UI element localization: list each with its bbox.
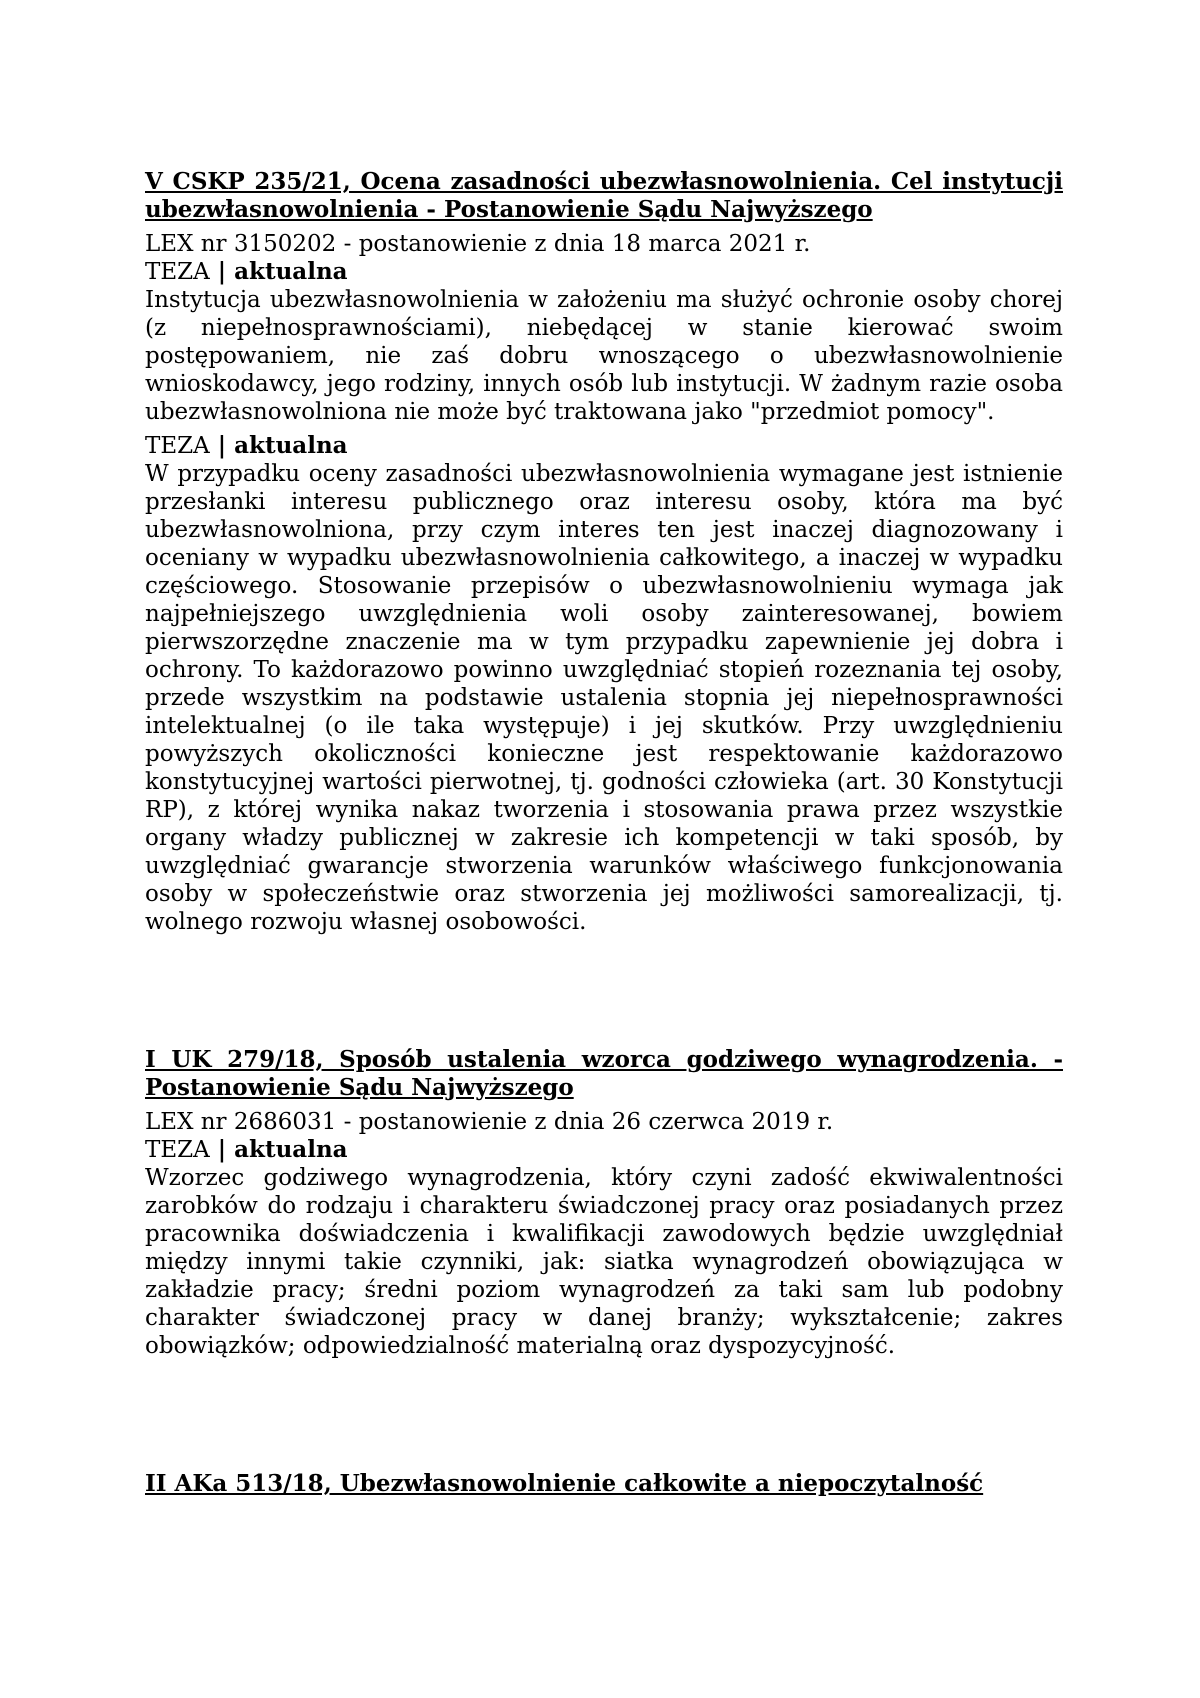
case-meta: LEX nr 3150202 - postanowienie z dnia 18 marca 2021 r.: [145, 231, 811, 257]
thesis-separator: |: [209, 1136, 235, 1163]
thesis-text: W przypadku oceny zasadności ubezwłasnowolnienia wymagane jest istnienie przesłanki interesu publicznego oraz interesu osoby, która ma być ubezwłasnowolniona, przy czym interes ten jest inaczej diagnozowany i oceniany w wypadku ubezwłasnowolnienia całkowitego, a inaczej w wypadku częściowego. Stosowanie przepisów o ubezwłasnowolnieniu wymaga jak najpełniejszego uwzględnienia woli osoby zainteresowanej, bowiem pierwszorzędne znaczenie ma w tym przypadku zapewnienie jej dobra i ochrony. To każdorazowo powinno uwzględniać stopień rozeznania tej osoby, przede wszystkim na podstawie ustalenia stopnia jej niepełnosprawności intelektualnej (o ile taka występuje) i jej skutków. Przy uwzględnieniu powyższych okoliczności konieczne jest respektowanie każdorazowo konstytucyjnej wartości pierwotnej, tj. godności człowieka (art. 30 Konstytucji RP), z której wynika nakaz tworzenia i stosowania prawa przez wszystkie organy władzy publicznej w zakresie ich kompetencji w taki sposób, by uwzględniać gwarancje stworzenia warunków właściwego funkcjonowania osoby w społeczeństwie oraz stworzenia jej możliwości samorealizacji, tj. wolnego rozwoju własnej osobowości.: [145, 461, 1063, 935]
case-entry: [145, 1046, 1063, 1360]
thesis-header: [145, 432, 1063, 460]
document-page: [145, 168, 1063, 1498]
thesis-status: aktualna: [234, 258, 348, 285]
case-entry: [145, 168, 1063, 936]
thesis-separator: |: [209, 432, 235, 459]
thesis-header: [145, 1136, 1063, 1164]
case-title-link[interactable]: II AKa 513/18, Ubezwłasnowolnienie całkowite a niepoczytalność: [145, 1470, 984, 1497]
thesis-status: aktualna: [234, 1136, 348, 1163]
thesis-label: TEZA: [145, 1137, 210, 1163]
thesis-status: aktualna: [234, 432, 348, 459]
case-title-link[interactable]: I UK 279/18, Sposób ustalenia wzorca godziwego wynagrodzenia. - Postanowienie Sądu Najwyższego: [145, 1046, 1063, 1101]
thesis-separator: |: [209, 258, 235, 285]
thesis-header: [145, 258, 1063, 286]
thesis-label: TEZA: [145, 433, 210, 459]
thesis-text: Wzorzec godziwego wynagrodzenia, który czyni zadość ekwiwalentności zarobków do rodzaju i charakteru świadczonej pracy oraz posiadanych przez pracownika doświadczenia i kwalifikacji zawodowych będzie uwzględniał między innymi takie czynniki, jak: siatka wynagrodzeń obowiązująca w zakładzie pracy; średni poziom wynagrodzeń za taki sam lub podobny charakter świadczonej pracy w danej branży; wykształcenie; zakres obowiązków; odpowiedzialność materialną oraz dyspozycyjność.: [145, 1165, 1063, 1359]
thesis-label: TEZA: [145, 259, 210, 285]
case-meta: LEX nr 2686031 - postanowienie z dnia 26 czerwca 2019 r.: [145, 1109, 834, 1135]
case-title-link[interactable]: V CSKP 235/21, Ocena zasadności ubezwłasnowolnienia. Cel instytucji ubezwłasnowolnienia - Postanowienie Sądu Najwyższego: [145, 168, 1063, 223]
case-entry: [145, 1470, 1063, 1498]
thesis-text: Instytucja ubezwłasnowolnienia w założeniu ma służyć ochronie osoby chorej (z niepełnosprawnościami), niebędącej w stanie kierować swoim postępowaniem, nie zaś dobru wnoszącego o ubezwłasnowolnienie wnioskodawcy, jego rodziny, innych osób lub instytucji. W żadnym razie osoba ubezwłasnowolniona nie może być traktowana jako "przedmiot pomocy".: [145, 287, 1063, 425]
